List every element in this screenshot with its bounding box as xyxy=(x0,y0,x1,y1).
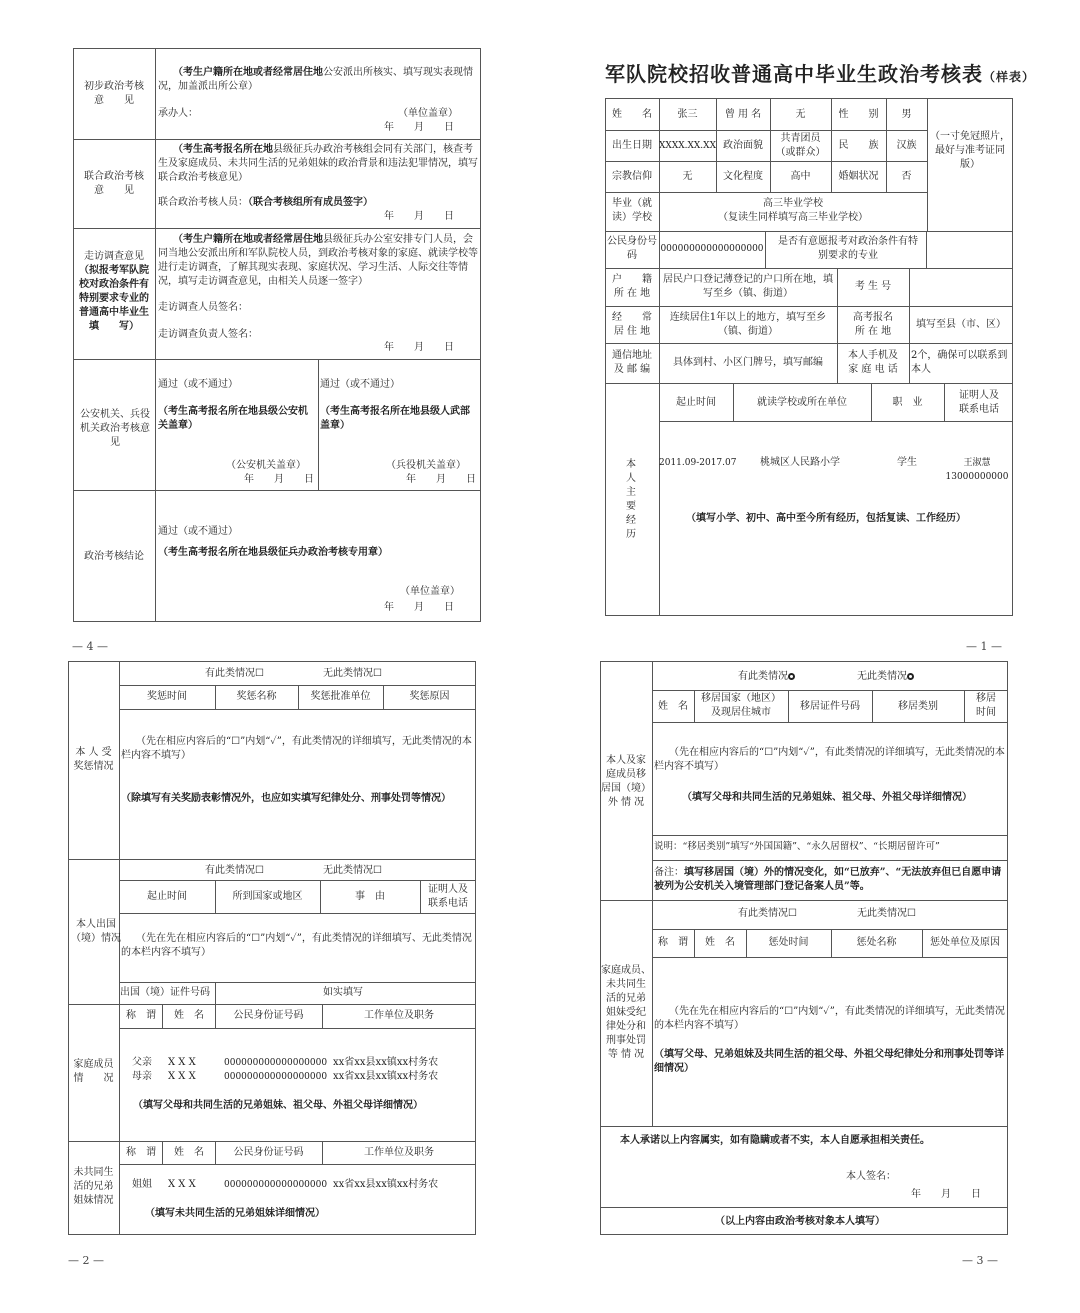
sibling-rel: 姐姐 xyxy=(132,1179,152,1190)
r5-date: 年 月 日 xyxy=(384,602,454,613)
resume-school: 桃城区人民路小学 xyxy=(760,457,840,468)
award-bold: （除填写有关奖励表彰情况外，也应如实填写纪律处分、刑事处罚等情况） xyxy=(121,793,451,804)
r2-label: 联合政治考核 意 见 xyxy=(84,171,144,196)
emig-bold: （填写父母和共同生活的兄弟姐妹、祖父母、外祖父母详细情况） xyxy=(682,792,972,803)
family-header-id: 公民身份证号码 xyxy=(233,1010,304,1021)
sibling-label: 未共同生 活的兄弟 姐妹情况 xyxy=(73,1167,114,1206)
family-header-name: 姓 名 xyxy=(174,1010,204,1021)
disc-has[interactable]: 有此类情况☐ xyxy=(738,908,797,919)
edu-label: 文化程度 xyxy=(723,171,763,182)
sibling-header-work: 工作单位及职务 xyxy=(364,1147,434,1158)
award-header-name: 奖惩名称 xyxy=(236,691,277,702)
family-rel: 父亲 xyxy=(132,1057,152,1068)
emig-note2: 备注：填写移居国（境）外的情况变化，如“已放弃”、“无法放弃但已自愿申请被列为公安机关入境管理部门登记备案人员”等。 xyxy=(654,867,1002,892)
footer-note: （以上内容由政治考核对象本人填写） xyxy=(715,1216,885,1227)
r4-left-seal-label: （公安机关盖章） xyxy=(226,460,306,471)
r4-right-seal: （兵役机关盖章） xyxy=(386,460,466,471)
ethnic-label: 民 族 xyxy=(838,140,879,151)
resume-label: 本 人 主 要 经 历 xyxy=(626,459,636,540)
marriage-value: 否 xyxy=(901,171,912,182)
signature-label[interactable]: 本人签名： xyxy=(846,1171,896,1182)
edu-value: 高中 xyxy=(790,171,811,182)
emig-has[interactable]: 有此类情况 xyxy=(738,670,795,684)
page-number: — 3 — xyxy=(962,1254,998,1267)
exam-no-label: 考 生 号 xyxy=(854,281,892,292)
emig-header-country: 移居国家（地区） 及现居住城市 xyxy=(701,693,781,718)
abroad-header-witness: 证明人及 联系电话 xyxy=(428,884,468,909)
disc-none[interactable]: 无此类情况☐ xyxy=(857,908,916,919)
gender-label: 性 别 xyxy=(838,109,879,120)
resume-header-job: 职 业 xyxy=(892,397,923,408)
r4-right-pass: 通过（或不通过） xyxy=(320,379,400,390)
exam-place-value: 填写至县（市、区） xyxy=(916,319,1006,330)
r3-text: （考生户籍所在地或者经常居住地县级征兵办公室安排专门人员，会同当地公安派出所和军队院校人员，到政治考核对象的家庭、就读学校等进行走访调查，了解其现实表现、家庭状况、学习生活、人际交往等情况，填写走访调查意见，由相关人员逐一签字） xyxy=(158,234,478,287)
award-header-unit: 奖惩批准单位 xyxy=(310,691,371,702)
r5-label: 政治考核结论 xyxy=(84,551,144,562)
r3-date: 年 月 日 xyxy=(384,342,454,353)
abroad-has[interactable]: 有此类情况☐ xyxy=(205,865,264,876)
disc-text: （先在先在相应内容后的“☐”内划“✓”，有此类情况的详细填写，无此类情况的本栏内容不填写） xyxy=(654,1006,1005,1031)
religion-value: 无 xyxy=(682,171,693,182)
r1-date: 年 月 日 xyxy=(384,122,454,133)
r5-seal: （单位盖章） xyxy=(400,586,460,597)
passport-label: 出国（境）证件号码 xyxy=(120,987,210,998)
page-number: — 2 — xyxy=(68,1254,104,1267)
r4-label: 公安机关、兵役机关政治考核意见 xyxy=(80,409,150,448)
political-value: 共青团员 （或群众） xyxy=(775,133,826,158)
disc-header-title: 惩处名称 xyxy=(856,937,897,948)
sibling-header-name: 姓 名 xyxy=(174,1147,204,1158)
family-name: X X X xyxy=(168,1057,196,1068)
former-value: 无 xyxy=(795,109,806,120)
huji-value: 居民户口登记薄登记的户口所在地，填写至乡（镇、街道） xyxy=(663,274,833,299)
abroad-header-reason: 事 由 xyxy=(355,891,385,902)
abroad-label: 本人出国 （境）情况 xyxy=(71,919,121,944)
huji-label: 户 籍 所 在 地 xyxy=(612,274,652,299)
family-header-rel: 称 谓 xyxy=(126,1010,156,1021)
resume-note: （填写小学、初中、高中至今所有经历，包括复读、工作经历） xyxy=(686,513,966,524)
sibling-work: xx省xx县xx镇xx村务农 xyxy=(333,1179,439,1190)
disc-header-name: 姓 名 xyxy=(705,937,735,948)
emig-header-time: 移居 时间 xyxy=(976,693,996,718)
disc-label: 家庭成员、 未共同生 活的兄弟 姐妹受纪 律处分和 刑事处罚 等 情 况 xyxy=(601,965,651,1060)
emig-header-cert: 移居证件号码 xyxy=(800,701,860,712)
award-none[interactable]: 无此类情况☐ xyxy=(323,668,382,679)
sign-date: 年 月 日 xyxy=(911,1189,981,1200)
emig-header-type: 移居类别 xyxy=(898,701,938,712)
r3-label: 走访调查意见 （拟报考军队院校对政治条件有特别要求专业的普通高中毕业生填 写） xyxy=(79,251,149,332)
sibling-bold: （填写未共同生活的兄弟姐妹详细情况） xyxy=(145,1208,325,1219)
r3-sign1: 走访调查人员签名： xyxy=(158,302,248,313)
r4-left-bold: （考生高考报名所在地县级公安机关盖章） xyxy=(158,406,308,431)
disc-header-rel: 称 谓 xyxy=(658,937,688,948)
family-label: 家庭成员 情 况 xyxy=(73,1059,114,1084)
emig-none[interactable]: 无此类情况 xyxy=(857,670,914,684)
school-label: 毕业（就读）学校 xyxy=(612,198,652,223)
school-value: 高三毕业学校 （复读生同样填写高三毕业学校） xyxy=(718,198,868,223)
former-label: 曾 用 名 xyxy=(724,109,762,120)
sibling-id: 000000000000000000 xyxy=(224,1180,328,1190)
resume-period: 2011.09-2017.07 xyxy=(659,458,737,468)
religion-label: 宗教信仰 xyxy=(612,171,652,182)
page-number: — 1 — xyxy=(966,640,1002,653)
r3-sign2: 走访调查负责人签名： xyxy=(158,329,258,340)
residence-value: 连续居住1年以上的地方，填写至乡（镇、街道） xyxy=(669,312,827,337)
resume-witness: 王淑慧 13000000000 xyxy=(945,458,1009,482)
award-header-reason: 奖惩原因 xyxy=(409,691,450,702)
name-label: 姓 名 xyxy=(612,109,652,120)
address-value: 具体到村、小区门牌号，填写邮编 xyxy=(673,357,823,368)
special-label: 是否有意愿报考对政治条件有特别要求的专业 xyxy=(778,236,918,261)
id-label: 公民身份号 码 xyxy=(607,236,677,261)
emig-text: （先在相应内容后的“☐”内划“✓”，有此类情况的详细填写，无此类情况的本栏内容不填写） xyxy=(654,747,1005,772)
resume-header-witness: 证明人及 联系电话 xyxy=(959,390,999,415)
award-label: 本 人 受 奖惩情况 xyxy=(73,747,114,772)
r4-right-date: 年 月 日 xyxy=(406,474,476,485)
abroad-header-time: 起止时间 xyxy=(147,891,187,902)
gender-value: 男 xyxy=(901,109,912,120)
page-number: — 4 — xyxy=(72,640,108,653)
emig-header-name: 姓 名 xyxy=(658,701,688,712)
marriage-label: 婚姻状况 xyxy=(838,171,879,182)
family-bold: （填写父母和共同生活的兄弟姐妹、祖父母、外祖父母详细情况） xyxy=(133,1100,423,1111)
emig-note1: 说明：“移居类别”填写“外国国籍”、“永久居留权”、“长期居留许可” xyxy=(654,841,940,852)
ethnic-value: 汉族 xyxy=(896,140,917,151)
political-label: 政治面貌 xyxy=(723,140,763,151)
award-has[interactable]: 有此类情况☐ xyxy=(205,668,264,679)
birth-label: 出生日期 xyxy=(612,140,652,151)
family-id: 000000000000000000 xyxy=(224,1058,328,1068)
emig-label: 本人及家 庭成员移 居国（境） 外 情 况 xyxy=(601,755,651,808)
abroad-text: （先在先在相应内容后的“☐”内划“✓”，有此类情况的详细填写、无此类情况的本栏内容不填写） xyxy=(121,933,472,958)
resume-header-school: 就读学校或所在单位 xyxy=(757,397,847,408)
resume-job: 学生 xyxy=(897,457,917,468)
r2-date: 年 月 日 xyxy=(384,211,454,222)
promise-text: 本人承诺以上内容属实，如有隐瞒或者不实，本人自愿承担相关责任。 xyxy=(620,1135,930,1146)
family-work: xx省xx县xx镇xx村务农 xyxy=(333,1071,439,1082)
birth-value: XXXX.XX.XX xyxy=(659,141,716,151)
r5-bold: （考生高考报名所在地县级征兵办政治考核专用章） xyxy=(158,547,388,558)
family-rel: 母亲 xyxy=(132,1071,152,1082)
passport-value: 如实填写 xyxy=(323,987,363,998)
r2-sign: 联合政治考核人员：（联合考核组所有成员签字） xyxy=(158,197,373,208)
r2-text: （考生高考报名所在地县级征兵办政治考核组会同有关部门，核查考生及家庭成员、未共同生活的兄弟姐妹的政治背景和违法犯罪情况，填写联合政治考核意见） xyxy=(158,144,478,183)
disc-bold: （填写父母、兄弟姐妹及共同生活的祖父母、外祖父母纪律处分和刑事处罚等详细情况） xyxy=(654,1049,1004,1074)
r4-right-bold: （考生高考报名所在地县级人武部盖章） xyxy=(320,406,470,431)
disc-header-unit: 惩处单位及原因 xyxy=(930,937,1000,948)
r1-label: 初步政治考核 意 见 xyxy=(84,81,144,106)
sibling-name: X X X xyxy=(168,1179,196,1190)
sibling-header-id: 公民身份证号码 xyxy=(233,1147,304,1158)
address-label: 通信地址 及 邮 编 xyxy=(612,350,652,375)
exam-place-label: 高考报名 所 在 地 xyxy=(853,312,893,337)
resume-header-period: 起止时间 xyxy=(676,397,716,408)
page-title: 军队院校招收普通高中毕业生政治考核表（样表） xyxy=(605,62,1036,86)
residence-label: 经 常 居 住 地 xyxy=(612,312,652,337)
award-header-time: 奖惩时间 xyxy=(147,691,187,702)
photo-placeholder: （一寸免冠照片，最好与准考证同版） xyxy=(930,131,1010,170)
phone-value: 2个，确保可以联系到本人 xyxy=(911,350,1008,375)
award-text: （先在相应内容后的“☐”内划“✓”，有此类情况的详细填写，无此类情况的本栏内容不填写） xyxy=(121,736,472,761)
r1-text: （考生户籍所在地或者经常居住地公安派出所核实、填写现实表现情况，加盖派出所公章） xyxy=(158,67,473,92)
name-value: 张三 xyxy=(677,109,698,120)
disc-header-time: 惩处时间 xyxy=(768,937,809,948)
r1-seal: （单位盖章） xyxy=(398,108,458,119)
phone-label: 本人手机及 家 庭 电 话 xyxy=(848,350,898,375)
id-value: 000000000000000000 xyxy=(660,244,764,254)
sibling-header-rel: 称 谓 xyxy=(126,1147,156,1158)
r1-handler: 承办人： xyxy=(158,108,198,119)
family-id: 000000000000000000 xyxy=(224,1072,328,1082)
r5-pass: 通过（或不通过） xyxy=(158,526,238,537)
family-name: X X X xyxy=(168,1071,196,1082)
abroad-none[interactable]: 无此类情况☐ xyxy=(323,865,382,876)
family-work: xx省xx县xx镇xx村务农 xyxy=(333,1057,439,1068)
r4-left-date: 年 月 日 xyxy=(244,474,314,485)
r4-left-pass: 通过（或不通过） xyxy=(158,379,238,390)
abroad-header-place: 所到国家或地区 xyxy=(232,891,303,902)
family-header-work: 工作单位及职务 xyxy=(364,1010,434,1021)
